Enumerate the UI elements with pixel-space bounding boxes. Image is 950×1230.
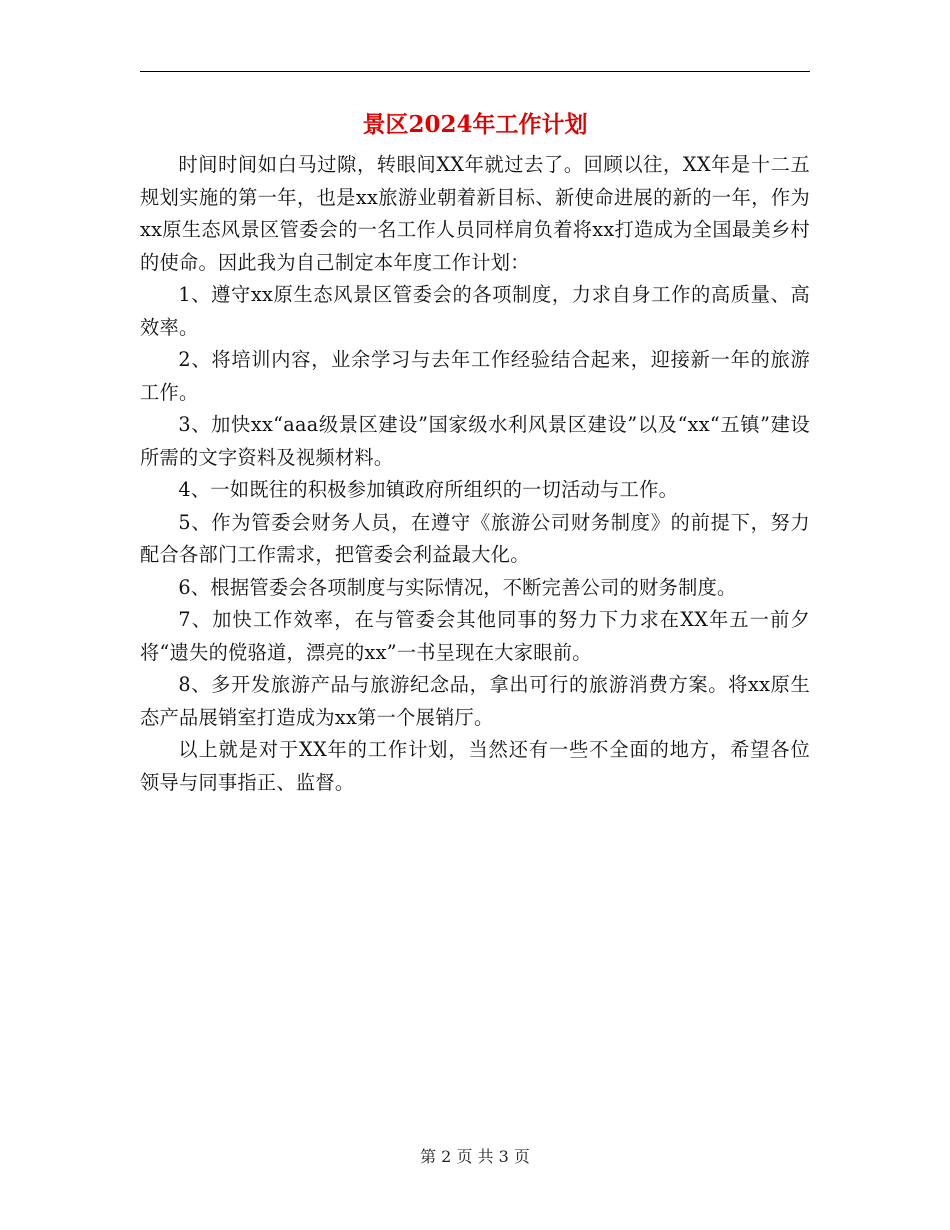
paragraph-item-2: 2、将培训内容，业余学习与去年工作经验结合起来，迎接新一年的旅游工作。 [140, 348, 810, 404]
paragraph-item-7: 7、加快工作效率，在与管委会其他同事的努力下力求在XX年五一前夕将“遗失的傥骆道，漂亮的xx”一书呈现在大家眼前。 [140, 608, 810, 664]
document-title: 景区2024年工作计划 [362, 111, 588, 138]
paragraph-item-5: 5、作为管委会财务人员，在遵守《旅游公司财务制度》的前提下，努力配合各部门工作需求，把管委会利益最大化。 [140, 510, 810, 566]
paragraph-item-3: 3、加快xx“aaa级景区建设”国家级水利风景区建设”以及“xx“五镇”建设所需的文字资料及视频材料。 [140, 413, 810, 469]
paragraph-item-4: 4、一如既往的积极参加镇政府所组织的一切活动与工作。 [178, 478, 679, 501]
header-rule [140, 71, 810, 72]
paragraph-conclusion: 以上就是对于XX年的工作计划，当然还有一些不全面的地方，希望各位领导与同事指正、监督。 [140, 738, 810, 794]
paragraph-item-1: 1、遵守xx原生态风景区管委会的各项制度，力求自身工作的高质量、高效率。 [140, 283, 810, 339]
document-body [140, 149, 810, 799]
paragraph-item-8: 8、多开发旅游产品与旅游纪念品，拿出可行的旅游消费方案。将xx原生态产品展销室打造成为xx第一个展销厅。 [140, 673, 810, 729]
paragraph-intro: 时间时间如白马过隙，转眼间XX年就过去了。回顾以往，XX年是十二五规划实施的第一年，也是xx旅游业朝着新目标、新使命进展的新的一年，作为xx原生态风景区管委会的一名工作人员同样肩负着将xx打造成为全国最美乡村的使命。因此我为自己制定本年度工作计划： [140, 153, 810, 274]
paragraph-item-6: 6、根据管委会各项制度与实际情况，不断完善公司的财务制度。 [178, 575, 737, 599]
page-number: 第 2 页 共 3 页 [420, 1147, 530, 1166]
